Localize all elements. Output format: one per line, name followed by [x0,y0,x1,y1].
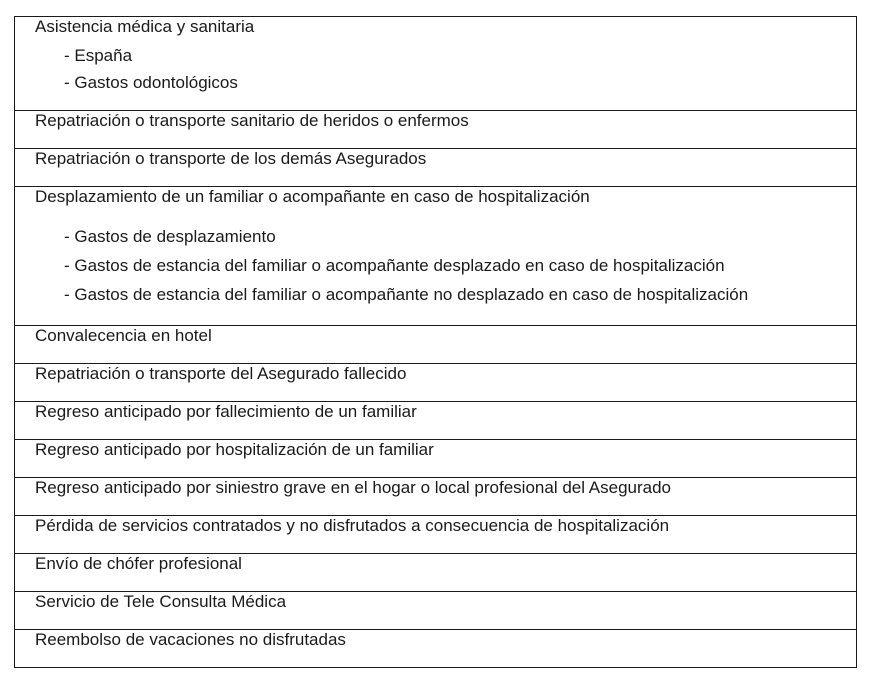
table-cell: Repatriación o transporte de los demás Asegurados [15,149,857,187]
table-cell: Convalecencia en hotel [15,326,857,364]
table-cell: Repatriación o transporte sanitario de heridos o enfermos [15,111,857,149]
table-row [15,111,857,149]
row-subitem: - Gastos odontológicos [64,73,238,92]
table-row [15,326,857,364]
table-cell: Envío de chófer profesional [15,554,857,592]
row-subitem: - Gastos de estancia del familiar o acompañante desplazado en caso de hospitalización [64,256,725,275]
table-row [15,478,857,516]
table-row [15,149,857,187]
table-row [15,440,857,478]
table-cell [15,187,857,326]
table-cell: Regreso anticipado por hospitalización de un familiar [15,440,857,478]
table-cell: Regreso anticipado por fallecimiento de un familiar [15,402,857,440]
table-cell: Repatriación o transporte del Asegurado fallecido [15,364,857,402]
table-row [15,592,857,630]
table-cell: Regreso anticipado por siniestro grave en el hogar o local profesional del Asegurado [15,478,857,516]
table-cell: Servicio de Tele Consulta Médica [15,592,857,630]
table-cell: Pérdida de servicios contratados y no disfrutados a consecuencia de hospitalización [15,516,857,554]
table-cell: Reembolso de vacaciones no disfrutadas [15,630,857,668]
table-row [15,516,857,554]
coverage-table [14,16,857,668]
table-row [15,630,857,668]
table-row [15,554,857,592]
table-row [15,364,857,402]
row-title: Desplazamiento de un familiar o acompañante en caso de hospitalización [35,187,590,206]
table-row [15,17,857,111]
table-cell [15,17,857,111]
row-subitem: - Gastos de desplazamiento [64,227,276,246]
row-subitem: - España [64,46,133,65]
table-row [15,402,857,440]
table-row [15,187,857,326]
row-title: Asistencia médica y sanitaria [35,17,255,36]
row-subitem: - Gastos de estancia del familiar o acompañante no desplazado en caso de hospitalización [64,285,749,304]
